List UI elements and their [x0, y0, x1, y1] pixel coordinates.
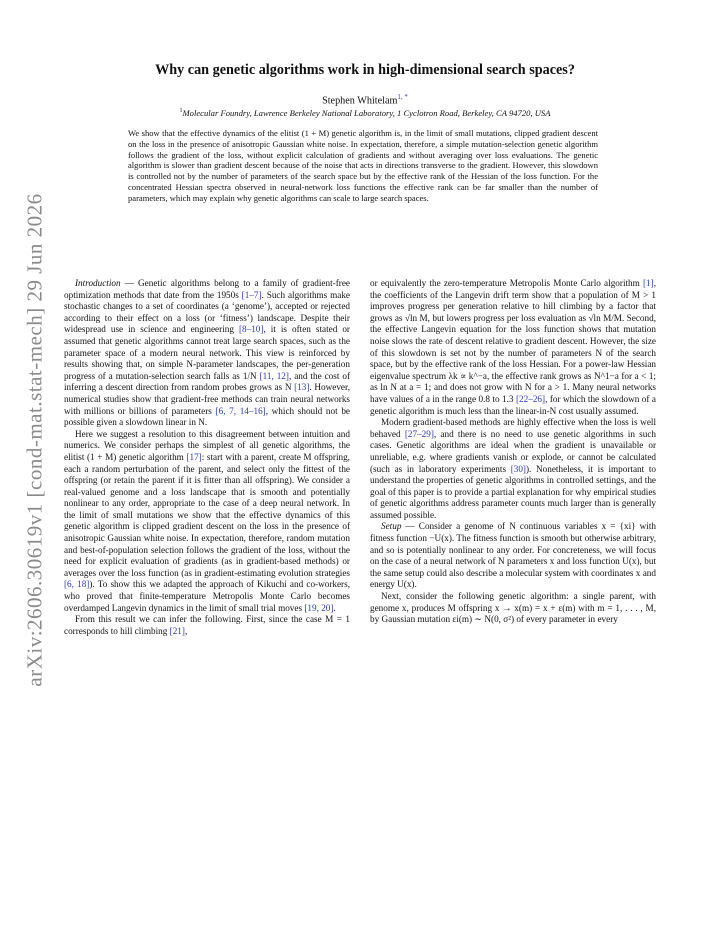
text-span: , for which the slowdown of a genetic algorithm is much less than the linear-in-N cost usually assumed. — [370, 393, 656, 416]
text-span: — Consider a genome of N continuous variables x = {xi} with fitness function −U(x). The fitness function is smooth but otherwise arbitrary, and so is potentially nonlinear to any order. For concreteness, we will focus on the case of a neural network of N parameters x and loss function U(x), but the same setup could also describe a molecular system with coordinates x and energy U(x). — [370, 521, 656, 590]
citation-link[interactable]: [19, 20] — [304, 602, 334, 613]
paragraph-resolution — [64, 429, 350, 615]
abstract: We show that the effective dynamics of the elitist (1 + M) genetic algorithm is, in the limit of small mutations, clipped gradient descent on the loss in the presence of anisotropic Gaussian white noise. In expectation, therefore, a simple mutation-selection genetic algorithm follows the gradient of the loss, without explicit calculation of gradients and without averaging over loss evaluations. The genetic algorithm is slower than gradient descent because of the noise that acts in directions transverse to the gradient. However, this slowdown is controlled not by the number of parameters of the search space but by the effective rank of the Hessian of the loss function. For the concentrated Hessian spectra observed in neural-network loss functions the effective rank can be far smaller than the number of parameters, which may explain why genetic algorithms can scale to large search spaces. — [128, 128, 598, 203]
paragraph-algorithm — [370, 591, 656, 626]
text-span: , the coefficients of the Langevin drift term show that a population of M > 1 improves progress per generation relative to hill climbing by a factor that grows as √ln M, but lowers progress per loss evaluation as √ln M/M. Second, the effective Langevin equation for the loss function shows that mutation noise slows the rate of descent relative to gradient descent. However, the size of this slowdown is set not by the number of parameters N of the search space, but by the effective rank of the loss Hessian. For a power-law Hessian eigenvalue spectrum λk ∝ k^−a, the effective rank grows as N^1−a for a < 1; as ln N at a = 1; and does not grow with N for a > 1. Many neural networks have values of a in the range 0.8 to 1.3 — [370, 278, 656, 404]
paragraph-setup — [370, 521, 656, 591]
arxiv-stamp-text: arXiv:2606.30619v1 [cond-mat.stat-mech] 29 Jun 2026 — [22, 193, 47, 687]
text-span: Modern gradient-based methods are highly effective when the loss is well behaved — [370, 417, 656, 439]
citation-link[interactable]: [13] — [294, 382, 310, 393]
text-span: , and there is no need to use genetic algorithms in such cases. Genetic algorithms are ideal when the gradient is unavailable or unreliable, e.g. where gradients vanish or explode, or cannot be calculated (such as in laboratory experiments — [370, 428, 657, 474]
citation-link[interactable]: [6, 18] — [64, 579, 90, 590]
affiliation-text: Molecular Foundry, Lawrence Berkeley National Laboratory, 1 Cyclotron Road, Berkeley, CA 94720, USA — [182, 108, 551, 118]
text-span: , it is often stated or assumed that genetic algorithms cannot treat large search spaces, such as the parameter space of a modern neural network. This view is reinforced by results showing that, on simple N-parameter landscapes, the per-generation progress of a mutation-selection search falls as 1/N — [64, 324, 350, 381]
paragraph-inference — [64, 614, 350, 637]
paragraph-continuation — [370, 278, 656, 417]
text-span: . Such algorithms make stochastic changes to a set of coordinates (a ‘genome’), accepted or rejected according to their effect on a loss (or ‘fitness’) landscape. Despite their widespread use in science and engineering — [64, 289, 351, 335]
citation-link[interactable]: [30] — [510, 463, 526, 474]
citation-link[interactable]: [6, 7, 14–16] — [215, 405, 266, 416]
right-column — [370, 278, 656, 626]
text-span: : start with a parent, create M offspring, each a random perturbation of the parent, and select only the fittest of the offspring (or retain the parent if it is fitter than all offspring). We consider a real-valued genome and a loss landscape that is smooth and potentially nonlinear to any order, appropriate to the case of a deep neural network. In the limit of small mutations we show that the effective dynamics of this genetic algorithm is clipped gradient descent on the loss in the presence of anisotropic Gaussian white noise. In expectation, therefore, random mutation and best-of-population selection follows the gradient of the loss, without the need for explicit evaluation of gradients (as in gradient-based methods) or averages over the loss function (as in gradient-estimating evolution strategies — [64, 451, 350, 578]
citation-link[interactable]: [27–29] — [404, 428, 434, 439]
text-span: , which should not be possible given a slowdown linear in N. — [64, 405, 350, 428]
affiliation — [60, 108, 670, 118]
citation-link[interactable]: [8–10] — [238, 324, 264, 335]
paragraph-introduction — [64, 278, 350, 429]
citation-link[interactable]: [11, 12] — [259, 370, 289, 381]
text-span: , and the cost of inferring a descent direction from random probes grows as N — [64, 370, 351, 393]
paper-title: Why can genetic algorithms work in high-dimensional search spaces? — [155, 62, 575, 78]
text-span: ). To show this we adapted the approach of Kikuchi and co-workers, who proved that finite-temperature Metropolis Monte Carlo becomes overdamped Langevin dynamics in the limit of small trial moves — [64, 579, 350, 613]
citation-link[interactable]: [21] — [169, 625, 185, 636]
author-name: Stephen Whitelam — [322, 95, 398, 107]
left-column — [64, 278, 350, 637]
text-span: . — [333, 602, 336, 613]
affiliation-mark: 1 — [179, 108, 183, 115]
text-span: — Genetic algorithms belong to a family of gradient-free optimization methods that date from the 1950s — [64, 278, 350, 300]
citation-link[interactable]: [17] — [186, 451, 202, 462]
author-marks[interactable]: 1, * — [397, 93, 408, 101]
section-lead-introduction: Introduction — [75, 278, 121, 288]
text-span: From this result we can infer the following. First, since the case M = 1 corresponds to hill climbing — [64, 614, 350, 636]
paragraph-gradient-methods — [370, 417, 656, 521]
author-line — [80, 93, 650, 106]
citation-link[interactable]: [22–26] — [515, 393, 546, 404]
text-span: or equivalently the zero-temperature Metropolis Monte Carlo algorithm — [370, 278, 643, 288]
citation-link[interactable]: [1–7] — [241, 289, 262, 300]
text-span: ). Nonetheless, it is important to understand the properties of genetic algorithms in controlled settings, and the goal of this paper is to provide a partial explanation for why empirical studies of genetic algorithms address parameter counts much larger than is generally assumed possible. — [370, 463, 656, 520]
text-span: Here we suggest a resolution to this disagreement between intuition and numerics. We consider perhaps the simplest of all genetic algorithms, the elitist (1 + M) genetic algorithm — [64, 428, 350, 462]
text-span: Next, consider the following genetic algorithm: a single parent, with genome x, produces M offspring x → x(m) = x + ε(m) with m = 1, . . . , M, by Gaussian mutation εi(m) ∼ N(0, σ²) of every parameter in every — [370, 591, 656, 625]
citation-link[interactable]: [1] — [642, 278, 654, 288]
arxiv-identifier-stamp — [18, 0, 52, 932]
section-lead-setup: Setup — [381, 521, 402, 532]
text-span: . However, numerical studies show that gradient-free methods can train neural networks with millions or billions of parameters — [64, 382, 350, 416]
text-span: , — [184, 625, 188, 636]
